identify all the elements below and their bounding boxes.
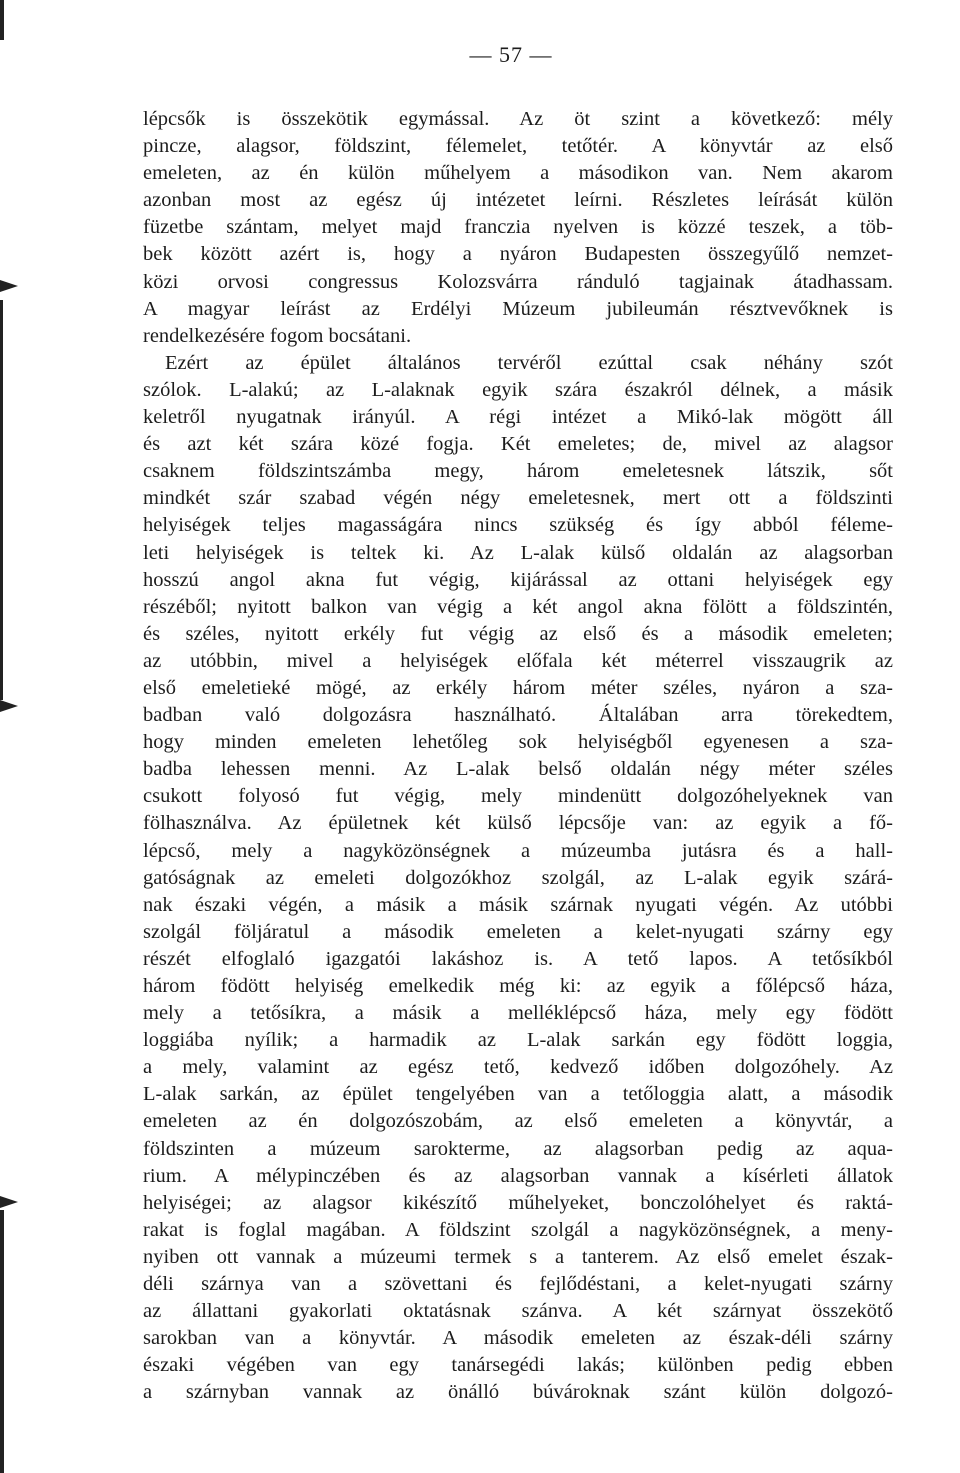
text-line: nyiben ott vannak a múzeumi termek s a tanterem. Az első emelet észak- bbox=[143, 1245, 893, 1268]
body-text bbox=[143, 106, 893, 1407]
text-line: déli szárnya van a szövettani és fejlődéstani, a kelet-nyugati szárny bbox=[143, 1273, 893, 1296]
text-line: azonban most az egész új intézetet leírni. Részletes leírását külön bbox=[143, 189, 893, 212]
text-line: szolgál följáratul a második emeleten a kelet-nyugati szárny egy bbox=[143, 920, 893, 943]
text-line: badba lehessen menni. Az L-alak belső oldalán négy méter széles bbox=[143, 758, 893, 781]
text-line: és széles, nyitott erkély fut végig az első és a második emeleten; bbox=[143, 622, 893, 645]
text-line: csaknem földszintszámba megy, három emeletesnek látszik, sőt bbox=[143, 460, 893, 483]
text-line: A magyar leírást az Erdélyi Múzeum jubileumán résztvevőknek is bbox=[143, 297, 893, 320]
text-line: badban való dolgozásra használható. Általában arra törekedtem, bbox=[143, 704, 893, 727]
left-edge-arrow-2 bbox=[0, 700, 18, 712]
text-line: gatóságnak az emeleti dolgozókhoz szolgál, az L-alak egyik szárá- bbox=[143, 866, 893, 889]
text-line: az állattani gyakorlati oktatásnak szánva. A két szárnyat összekötő bbox=[143, 1300, 893, 1323]
text-line: leti helyiségek is teltek ki. Az L-alak külső oldalán az alagsorban bbox=[143, 541, 893, 564]
text-line: északi végében van egy tanársegédi lakás; különben pedig ebben bbox=[143, 1354, 893, 1377]
text-line: loggiába nyílik; a harmadik az L-alak sarkán egy födött loggia, bbox=[143, 1029, 893, 1052]
text-line: a szárnyban vannak az önálló búvároknak szánt külön dolgozó- bbox=[143, 1381, 893, 1404]
text-line: három födött helyiség emelkedik még ki: az egyik a főlépcső háza, bbox=[143, 975, 893, 997]
text-line: az utóbbin, mivel a helyiségek előfala két méterrel visszaugrik az bbox=[143, 649, 893, 672]
left-edge-arrow-1 bbox=[0, 280, 18, 292]
text-line: nak északi végén, a másik a másik szárnak nyugati végén. Az utóbbi bbox=[143, 893, 893, 916]
text-line: csukott folyosó fut végig, mely mindenütt dolgozóhelyeknek van bbox=[143, 785, 893, 808]
text-line: emeleten az én dolgozószobám, az első emeleten a könyvtár, a bbox=[143, 1110, 893, 1133]
text-line: hogy minden emeleten lehetőleg sok helyiségből egyenesen a sza- bbox=[143, 731, 893, 754]
text-line: földszinten a múzeum sarokterme, az alagsorban pedig az aqua- bbox=[143, 1137, 893, 1160]
text-line: szólok. L-alakú; az L-alaknak egyik szára északról délnek, a másik bbox=[143, 378, 893, 401]
left-edge-arrow-3 bbox=[0, 1196, 18, 1208]
text-line: a mely, valamint az egész tető, kedvező időben dolgozóhely. Az bbox=[143, 1056, 893, 1079]
left-edge-mark-middle bbox=[0, 300, 3, 700]
left-edge-mark-bottom bbox=[0, 1210, 4, 1473]
text-line: rakat is foglal magában. A földszint szolgál a nagyközönségnek, a meny- bbox=[143, 1218, 893, 1241]
text-line: lépcsők is összekötik egymással. Az öt szint a következő: mély bbox=[143, 108, 893, 130]
text-line: közi orvosi congressus Kolozsvárra ránduló tagjainak átadhassam. bbox=[143, 270, 893, 293]
text-line: keletről nyugatnak irányúl. A régi intézet a Mikó-lak mögött áll bbox=[143, 406, 893, 429]
text-line: mely a tetősíkra, a másik a melléklépcső háza, mely egy födött bbox=[143, 1002, 893, 1025]
text-line: helyiségek teljes magasságára nincs szükség és így abból féleme- bbox=[143, 514, 893, 537]
left-edge-mark-top bbox=[0, 0, 4, 40]
text-line: első emeletieké mögé, az erkély három méter széles, nyáron a sza- bbox=[143, 676, 893, 699]
text-line: rendelkezésére fogom bocsátani. bbox=[143, 324, 412, 347]
text-line: fölhasználva. Az épületnek két külső lépcsője van: az egyik a fő- bbox=[143, 812, 893, 835]
text-line: részéből; nyitott balkon van végig a két angol akna fölött a földszintén, bbox=[143, 595, 893, 618]
text-line: bek között azért is, hogy a nyáron Budapesten összegyűlő nemzet- bbox=[143, 243, 893, 266]
text-line: és azt két szára közé fogja. Két emeletes; de, mivel az alagsor bbox=[143, 433, 893, 456]
text-line: emeleten, az én külön műhelyem a másodikon van. Nem akarom bbox=[143, 162, 893, 185]
text-line: részét elfoglaló igazgatói lakáshoz is. A tető lapos. A tetősíkból bbox=[143, 947, 893, 970]
text-line: L-alak sarkán, az épület tengelyében van a tetőloggia alatt, a második bbox=[143, 1083, 893, 1106]
text-line: helyiségei; az alagsor kikészítő műhelyeket, bonczolóhelyet és raktá- bbox=[143, 1191, 893, 1214]
text-line: rium. A mélypinczében és az alagsorban vannak a kísérleti állatok bbox=[143, 1164, 893, 1187]
text-line: Ezért az épület általános tervéről ezúttal csak néhány szót bbox=[165, 351, 893, 374]
text-line: füzetbe szántam, melyet majd franczia nyelven is közzé teszek, a töb- bbox=[143, 216, 893, 239]
page-number: — 57 — bbox=[469, 42, 553, 67]
text-line: mindkét szár szabad végén négy emeletesnek, mert ott a földszinti bbox=[143, 487, 893, 510]
text-line: sarokban van a könyvtár. A második emeleten az észak-déli szárny bbox=[143, 1327, 893, 1350]
text-line: hosszú angol akna fut végig, kijárással az ottani helyiségek egy bbox=[143, 568, 893, 591]
text-line: lépcső, mely a nagyközönségnek a múzeumba jutásra és a hall- bbox=[143, 839, 893, 862]
text-line: pincze, alagsor, földszint, félemelet, tetőtér. A könyvtár az első bbox=[143, 135, 893, 158]
